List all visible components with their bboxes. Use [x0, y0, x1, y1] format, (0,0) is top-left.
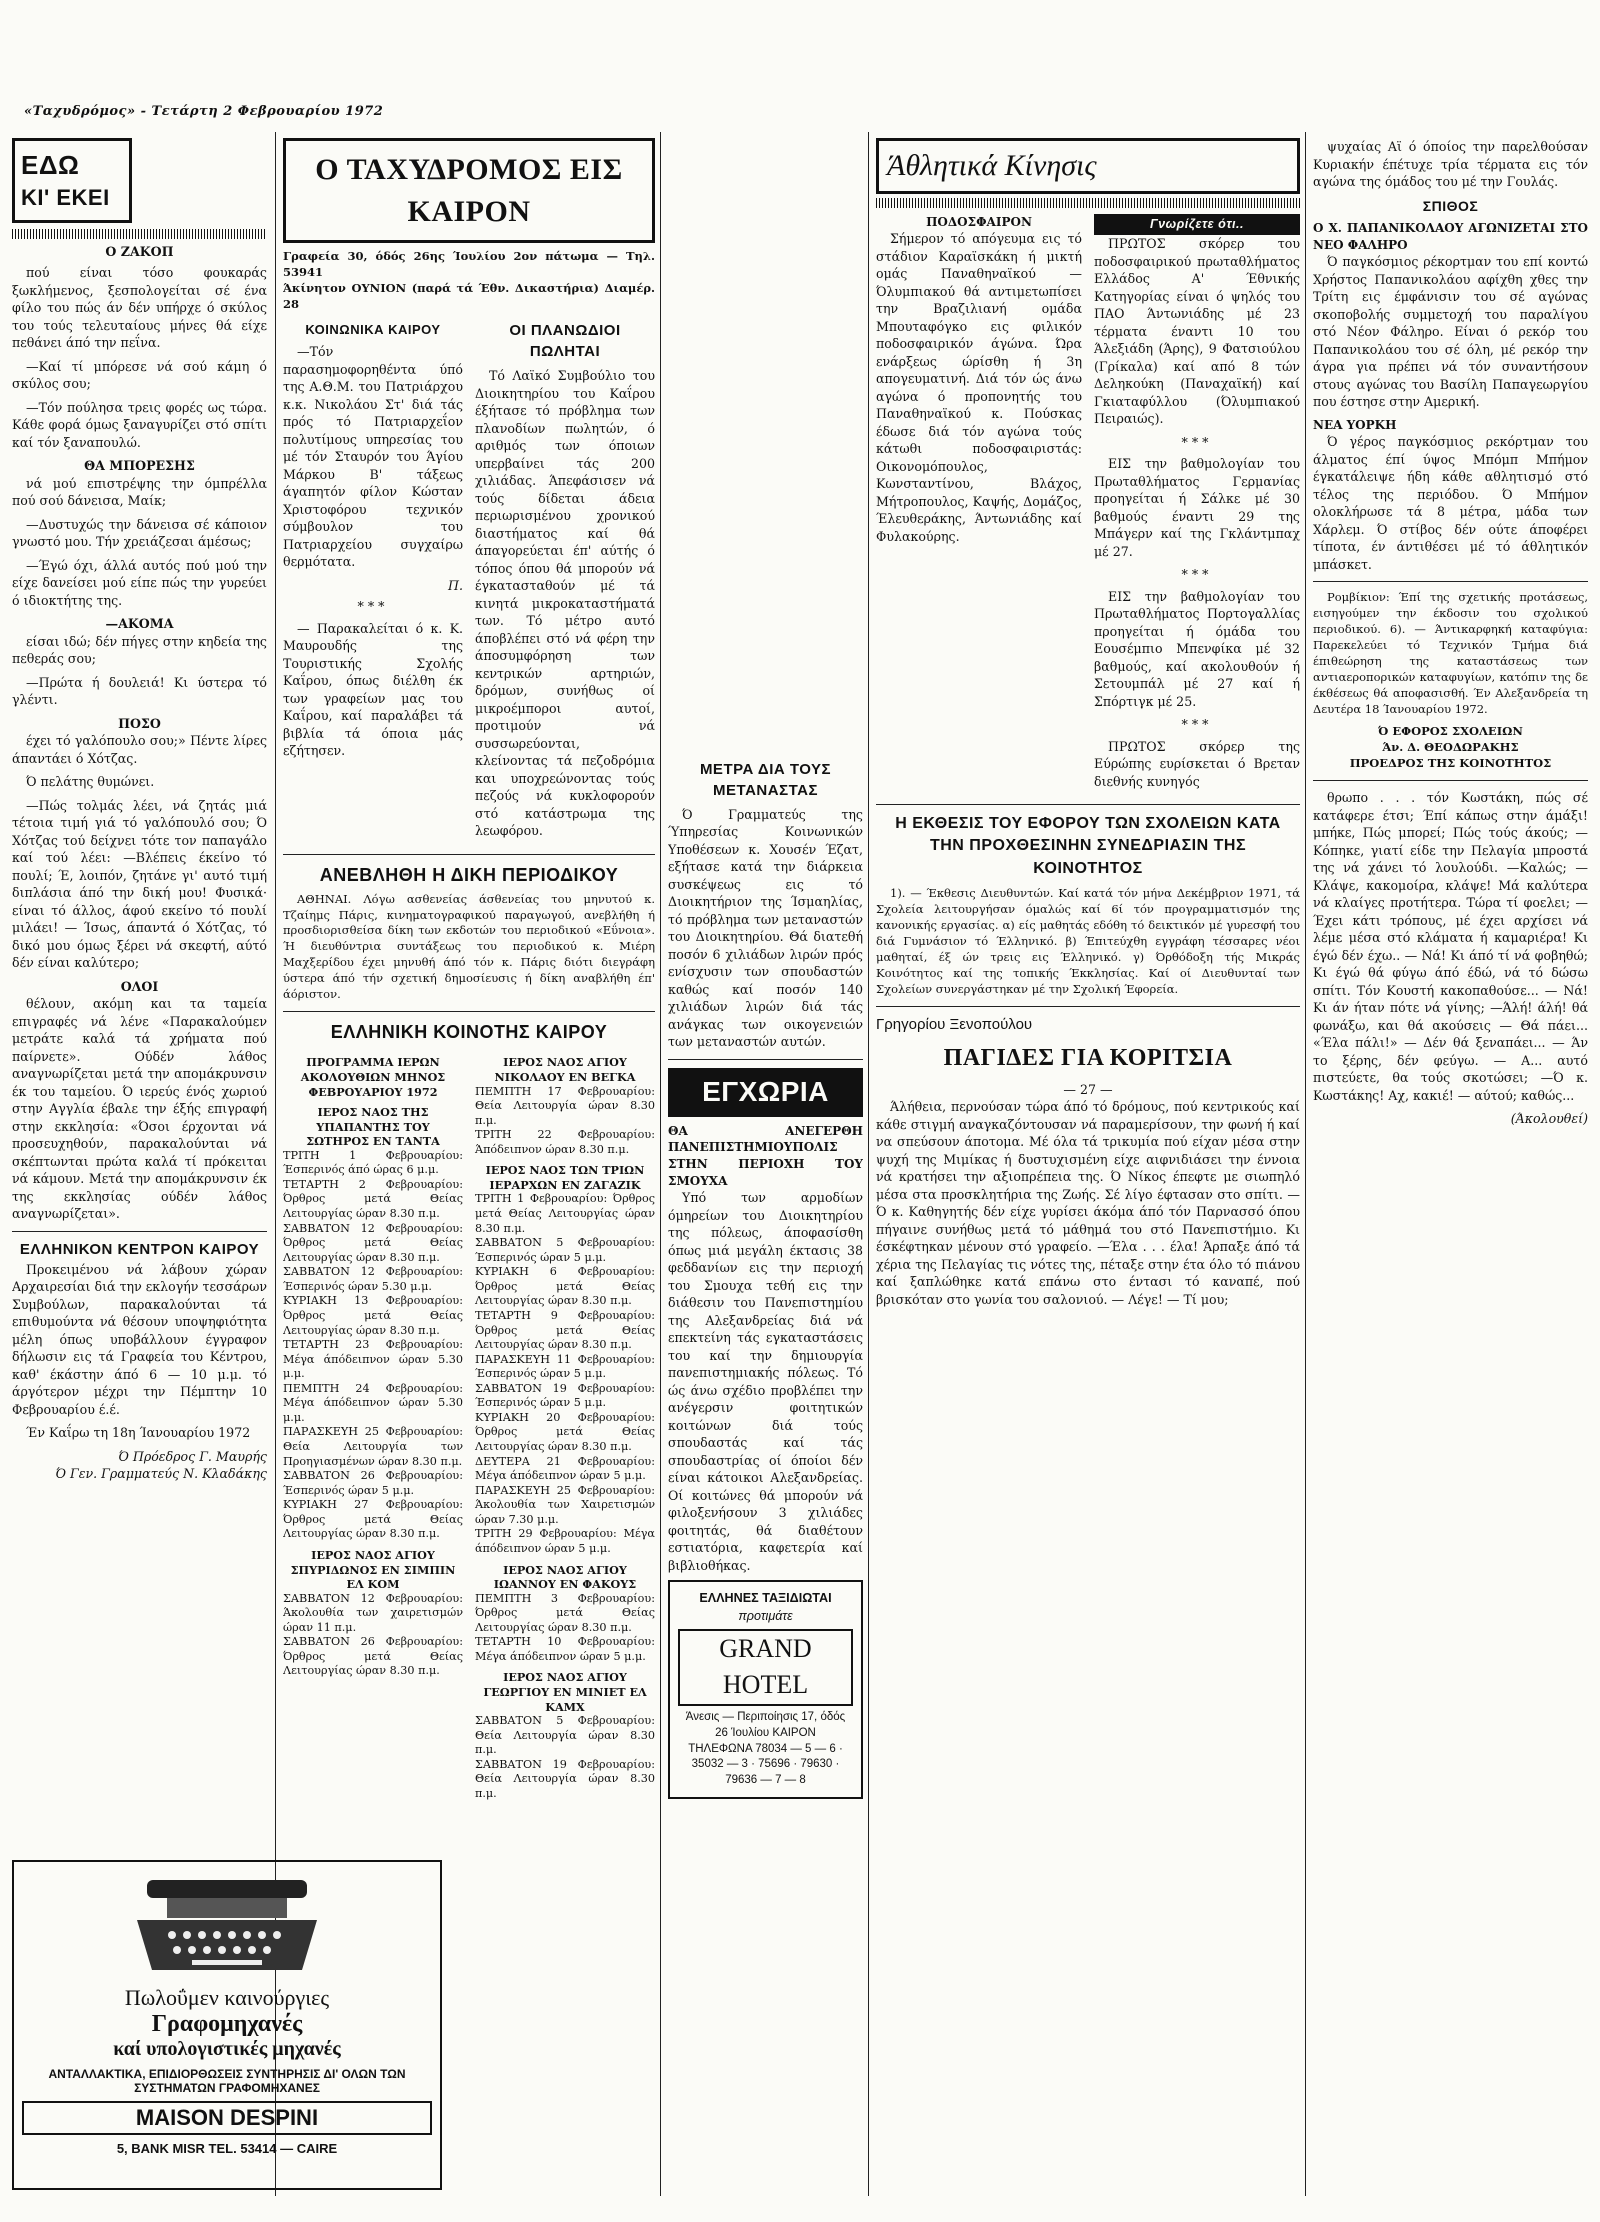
social-text: —Τόν παρασημοφορηθέντα ύπό της Α.Θ.Μ. του Πατριάρχου κ.κ. Νικολάου Στ' διά τάς πρός τό Πατριαρχεΐον πολυτίμους υπηρεσίας του μέ τόν Σταυρόν του Άγίου Μάρκου Β' τάξεως άγαπητόν φίλον Κώσταν Χριστοφόρου τεχνικόν σύμβουλον του Πατριαρχείου συγχαίρω θερμότατα.	[283, 344, 463, 570]
migrants-title: ΜΕΤΡΑ ΔΙΑ ΤΟΥΣ ΜΕΤΑΝΑΣΤΑΣ	[699, 761, 832, 799]
item-title: ΝΕΑ ΥΟΡΚΗ	[1313, 417, 1397, 432]
club-date: Έν Καΐρω τη 18η Ίανουαρίου 1972	[26, 1425, 251, 1441]
decorative-stripe	[12, 229, 267, 239]
migrants-text: Ό Γραμματεύς της Ύπηρεσίας Κοινωνικών Υποθέσεων κ. Χουσέν Έζατ, εξήτασε κατά την διάρκεια συσκέψεως εις τό Διοικητήριον της Ίσμαηλίας, τό πρόβλημα των μεταναστών του Διοικητηρίου. Θά διατεθή ποσόν 6 χιλιάδων λιρών πρός ενίσχυσιν των σπουδαστών καθώς καί ποσόν 140 χιλιάδων λιρών διά τάς ανάγκας των οικογενειών των μεταναστών αυτών.	[668, 806, 863, 1050]
column-rule	[1305, 132, 1306, 2196]
divider	[283, 1011, 655, 1012]
column-4	[876, 138, 1300, 2194]
paragraph: θέλουν, ακόμη και τα ταμεία επιγραφές νά λένε «Παρακαλούμεν μετράτε καλά τά χρήματα πού παίρνετε». Ούδέν λάθος αναγνωρίζεται μετά την απομάκρυνσιν έκ του ταμείου. Ό ιερεύς ένός χωριού στην Αγγλία έβαλε την έξής επιγραφή στην εκκλησία: «Όσοι έρχονται νά προσευχηθούν, παρακαλούνται νά σκέπτωνται πρώτα καλά τί πρόκειται νά κάμουν. Μετά την απομάκρυνσιν έκ της εκκλησίας ούδέν λάθος αναγνωρίζεται».	[12, 996, 267, 1222]
edo-ki-ekei-box	[12, 138, 132, 223]
column-2	[283, 138, 655, 1852]
club-text: Προκειμένου νά λάβουν χώραν Αρχαιρεσίαι διά την εκλογήν τεσσάρων Συμβούλων, παρακαλούνται τά επιθυμούντα νά θέσουν υποψηφιότητα μέλη όπως υποβάλλουν έγγραφον δήλωσιν εις τά Γραφεία του Κέντρου, καθ' έκάστην άπό 6 — 10 μ.μ. τό άργότερον μέχρι την Πέμπτην 10 Φεβρουαρίου έ.έ.	[12, 1261, 267, 1417]
divider	[876, 1006, 1300, 1007]
divider	[1313, 780, 1588, 781]
divider	[12, 1231, 267, 1232]
ad-line: Γραφομηχανές	[151, 2011, 303, 2037]
paragraph: ψυχαίας Αϊ ό όποίος την παρελθούσαν Κυριακήν έπέτυχε τρία τέρματα εις τόν αγώνα της όμάδος του μέ την Γουλάς.	[1313, 139, 1588, 189]
social-text: — Παρακαλείται ό κ. Κ. Μαυρουδής της Τουριστικής Σχολής Καΐρου, όπως διέλθη έκ των γραφείων μας του Καΐρου, καί παραλάβει τά βιβλία τά όποια μάς εζήτησεν.	[283, 620, 463, 759]
schedule-entry: ΚΥΡΙΑΚΗ 27 Φεβρουαρίου: Όρθρος μετά Θείας Λειτουργίας ώραν 8.30 π.μ.	[283, 1498, 463, 1541]
address-line: Άκίνητον ΟΥΝΙΟΝ (παρά τά Έθν. Δικαστήρια) Διαμέρ. 28	[283, 281, 655, 312]
continued-label: (Άκολουθεί)	[1510, 1111, 1588, 1127]
separator: ***	[1181, 434, 1213, 450]
report-title: Η ΕΚΘΕΣΙΣ ΤΟΥ ΕΦΟΡΟΥ ΤΩΝ ΣΧΟΛΕΙΩΝ ΚΑΤΑ ΤΗΝ ΠΡΟΧΘΕΣΙΝΗΝ ΣΥΝΕΔΡΙΑΣΙΝ ΤΗΣ ΚΟΙΝΟΤΗΤΟΣ	[895, 815, 1281, 877]
divider	[668, 1059, 863, 1060]
schedule-entry: ΠΕΜΠΤΗ 24 Φεβρουαρίου: Μέγα άπόδειπνον ώραν 5.30 μ.μ.	[283, 1381, 463, 1424]
community-title: ΕΛΛΗΝΙΚΗ ΚΟΙΝΟΤΗΣ ΚΑΙΡΟΥ	[330, 1022, 608, 1043]
schedule-entry: ΣΑΒΒΑΤΟΝ 12 Φεβρουαρίου: Έσπερινός ώραν 5.30 μ.μ.	[283, 1265, 463, 1293]
paragraph: έχει τό γαλόπουλο σου;» Πέντε λίρες άπαντάει ό Χότζας.	[12, 733, 267, 766]
item-title: Ο Χ. ΠΑΠΑΝΙΚΟΛΑΟΥ ΑΓΩΝΙΖΕΤΑΙ ΣΤΟ ΝΕΟ ΦΑΛΗΡΟ	[1313, 220, 1588, 252]
paragraph: Ό πελάτης θυμώνει.	[26, 774, 155, 790]
church-schedule	[283, 1592, 463, 1679]
byline: Ο ΖΑΚΟΠ	[105, 243, 174, 259]
know-item: ΕΙΣ την βαθμολογίαν του Πρωταθλήματος Πορτογαλλίας προηγείται ή όμάδα του Εουσέμπιο Μπενφίκα μέ 32 βαθμούς, καί ακολουθούν ή Σετουμπάλ μέ 27 καί ή Σπόρτιγκ μέ 25.	[1094, 588, 1300, 709]
ad-line: ΑΝΤΑΛΛΑΚΤΙΚΑ, ΕΠΙΔΙΟΡΘΩΣΕΙΣ ΣΥΝΤΗΡΗΣΙΣ ΔΙ' ΟΛΩΝ ΤΩΝ ΣΥΣΤΗΜΑΤΩΝ ΓΡΑΦΟΜΗΧΑΝΕΣ	[48, 2067, 406, 2095]
know-item: ΕΙΣ την βαθμολογίαν του Πρωταθλήματος Γερμανίας προηγείται ή Σάλκε μέ 30 βαθμούς έναντι 29 της Μπάγερν καί της Γκλάντμπαχ μέ 27.	[1094, 456, 1300, 559]
hotel-ad	[668, 1580, 863, 1799]
sports-header: Άθλητικά Κίνησις	[876, 138, 1300, 194]
paragraph: πού είναι τόσο φουκαράς ξωκλήμενος, ξεσπολογείται σέ ένα φίλο του πώς άν δέν υπήρχε ό σκύλος του τούς τελευταίους μήνες θά είχε πεθάνει άπό την πεΐνα.	[12, 265, 267, 351]
schedule-entry: ΣΑΒΒΑΤΟΝ 12 Φεβρουαρίου: Όρθρος μετά Θείας Λειτουργίας ώραν 8.30 π.μ.	[283, 1221, 463, 1264]
ad-line: καί υπολογιστικές μηχανές	[113, 2038, 341, 2060]
schedule-entry: ΠΕΜΠΤΗ 17 Φεβρουαρίου: Θεία Λειτουργία ώραν 8.30 π.μ.	[475, 1084, 655, 1127]
report-continuation: Ρομβίκιον: Έπί της σχετικής προτάσεως, εισηγούμεν την έκδοσιν του σχολικού περιοδικού. 6). — Άντικαρφηκή καταφύγια: Παρεκελεύει τό Τεχνικόν Τμήμα διά έπιθεώρηση της καταστάσεως των αντιαεροπορικών καταφυγίων, κατόπιν της δε έκθέσεως θά αποφασισθή. Έν Αλεξανδρεία τη Δευτέρα 18 Ίανουαρίου 1972.	[1313, 590, 1588, 717]
schedule-entry: ΔΕΥΤΕΡΑ 21 Φεβρουαρίου: Μέγα άπόδειπνον ώραν 5 μ.μ.	[475, 1454, 655, 1483]
item-text: Ό παγκόσμιος ρέκορτμαν του επί κοντώ Χρήστος Παπανικολάου αφίχθη χθες την Τρίτη εις έμφάνισιν του σέ αγώνας σκοποβολής συμμετοχή του παραλίγου στό Νέον Φάληρο. Είναι ό ρεκόρ του Παπανικολάου του σέ όλη, μέ ρεκόρ την άγρα για πρέπει νά τόν συναντήσουν στους αγώνας του Βασίλη Παπαγεωργίου που έστησε στην Αμερική.	[1313, 254, 1588, 410]
address-line: Γραφεία 30, όδός 26ης Ίουλίου 2ον πάτωμα — Τηλ. 53941	[283, 249, 655, 280]
column-rule	[660, 132, 661, 2196]
novel-text: Άλήθεια, περνούσαν τώρα άπό τό δρόμους, πού κεντρικούς καί κάθε στιγμή αναγκαζόντουσαν νά παραμερίσουν, την φωνή ή καί να σπεύσουν άποτομα. Μέ όλα τά τρικυμία πού είχαν μέσα στην ψυχή της Μιμίκας ή δυστυχισμένη είχε αιφνιδιάσει την έννοια νά κρατήσει την αξιοπρέπεια της. Ό Νίκος έπεφτε με σιωπηλό μέσα στα προσκλητήρια της Ζωής. Σέ λίγο έφτασαν στο σπίτι. — Ό κ. Καθηγητής δέν είχε γυρίσει άκόμα άπό τόν Παρνασσό όπου πήγαινε συνήθως μετά τό μάθημά του στό Πανεπιστήμιο. Κι έσκέφτηκαν μένουν στό γραφείο. —Έλα . . . έλα! Άρπαξε άπό τά χέρια της Πελαγίας τις νότες της, πέταξε στην έτα όλο τό πιάνου καί ξαπλώθηκε κατά επάνω στο έντασι τό καναπέ, πού βρισκόταν στο γωνία του σαλονιού. — Λέγε! — Τί μου;	[876, 1099, 1300, 1307]
church-title: ΙΕΡΟΣ ΝΑΟΣ ΑΓΙΟΥ ΣΠΥΡΙΔΩΝΟΣ ΕΝ ΣΙΜΠΙΝ ΕΛ ΚΟΜ	[290, 1547, 456, 1592]
schedule-entry: ΤΡΙΤΗ 22 Φεβρουαρίου: Άπόδειπνον ώραν 8.30 π.μ.	[475, 1128, 655, 1156]
sports-section-title: ΣΠΙΘΟΣ	[1422, 197, 1479, 214]
schedule-entry: ΣΑΒΒΑΤΟΝ 12 Φεβρουαρίου: Άκολουθία των χαιρετισμών ώραν 11 π.μ.	[283, 1591, 463, 1634]
paragraph: —Πώς τολμάς λέει, νά ζητάς μιά τέτοια τιμή γιά τό γαλόπουλό σου; Ό Χότζας τού δείχνει τότε τον παπαγάλο καί τού λέει: —Βλέπεις έκείνο τό πουλί; Έ, λοιπόν, ζητάνε γι' αυτό τιμή διπλάσια άπό την δική μου! Φυσικά· είναι τό άλλος, άφού εκείνο τό πουλί μιλάει! — Ίσως, άπαντά ό Χότζας, τό δικό μου όμως ξέρει νά σκεφτή, αύτό δέν είναι καλύτερο;	[12, 797, 267, 971]
paragraph: —Καί τί μπόρεσε νά σού κάμη ό σκύλος σου;	[12, 358, 267, 392]
peddlers-text: Τό Λαϊκό Συμβούλιο του Διοικητηρίου του Καΐρου έξήτασε τό πρόβλημα των πλανοδίων πωλητών, ό αριθμός των όποιων υπερβαίνει τάς 200 χιλιάδας. Άπεφάσισεν νά τούς δίδεται άδεια περιωρισμένου χρονικού διαστήματος καί θά άπαγορεύεται έπ' αύτής ό τόπος όπου θά μπορούν νά έγκατασταθούν μέ τά κινητά μικροκαταστήματά των. Τό μέτρο αυτό άποβλέπει στό νά φέρη την άποσυμφόρηση των κεντρικών αρτηριών, δρόμων, συνήθως οί μικροέμποροι αυτοί, προτιμούν νά συσσωρεύονται, κλείνοντας τά πεζοδρόμια και υποχρεώνοντας τούς πεζούς νά κυκλοφορούν στό κατάστρωμα της λεωφόρου.	[475, 368, 655, 838]
separator: ***	[1181, 567, 1213, 583]
football-title: ΠΟΔΟΣΦΑΙΡΟΝ	[926, 214, 1032, 229]
schedule-entry: ΚΥΡΙΑΚΗ 20 Φεβρουαρίου: Όρθρος μετά Θείας Λειτουργίας ώραν 8.30 π.μ.	[475, 1410, 655, 1454]
schedule-entry: ΣΑΒΒΑΤΟΝ 26 Φεβρουαρίου: Έσπερινός ώραν 5 μ.μ.	[283, 1469, 463, 1497]
report-signature: ΠΡΟΕΔΡΟΣ ΤΗΣ ΚΟΙΝΟΤΗΤΟΣ	[1349, 756, 1552, 771]
column-rule	[868, 132, 869, 2196]
novel-title: ΠΑΓΙΔΕΣ ΓΙΑ ΚΟΡΙΤΣΙΑ	[943, 1044, 1233, 1071]
schedule-entry: ΤΕΤΑΡΤΗ 9 Φεβρουαρίου: Όρθρος μετά Θείας Λειτουργίας ώραν 8.30 π.μ.	[475, 1308, 655, 1352]
church-title: ΙΕΡΟΣ ΝΑΟΣ ΑΓΙΟΥ ΙΩΑΝΝΟΥ ΕΝ ΦΑΚΟΥΣ	[493, 1562, 637, 1592]
byline: —ΑΚΟΜΑ	[105, 616, 174, 632]
report-signature: Ό ΕΦΟΡΟΣ ΣΧΟΛΕΙΩΝ	[1378, 724, 1523, 739]
hotel-ad-line: ΕΛΛΗΝΕΣ ΤΑΞΙΔΙΩΤΑΙ	[699, 1591, 832, 1606]
know-item: ΠΡΩΤΟΣ σκόρερ της Εύρώπης ευρίσκεται ό Βρεταν διεθνής κυνηγός	[1094, 738, 1300, 789]
masthead: «Ταχυδρόμος» - Τετάρτη 2 Φεβρουαρίου 1972	[24, 104, 384, 119]
know-item: ΠΡΩΤΟΣ σκόρερ του ποδοσφαιρικού πρωταθλήματος Ελλάδος Α' Έθνικής Κατηγορίας είναι ό ψηλός του ΠΑΟ Άντωνιάδης μέ 23 τέρματα έναντι 10 του Άλεξιάδη (Άρης), 9 Φατσιούλου (Γρίκαλα) καί από 8 τών Δεληκούκη (Παναχαϊκή) καί Γκιαταφύλλου (Όλυμπιακού Πειραιώς).	[1094, 236, 1300, 427]
paragraph: —Πρώτα ή δουλειά! Κι ύστερα τό γλέντι.	[12, 674, 267, 708]
schedule-entry: ΠΑΡΑΣΚΕΥΗ 11 Φεβρουαρίου: Έσπερινός ώραν 5 μ.μ.	[475, 1352, 655, 1381]
schedule-entry: ΤΡΙΤΗ 29 Φεβρουαρίου: Μέγα άπόδειπνον ώραν 5 μ.μ.	[475, 1527, 655, 1555]
novel-text: θρωπο . . . τόν Κωστάκη, πώς σέ κατάφερε έτσι; Έπί κάπως στην άμάξι! μπήκε, Πώς μπορεί; Πώς τούς άκούς; —Κόπηκε, γιατί είδε την Πελαγία μπροστά της νά χάνει τό λουλούδι. —Καλώς; — Κλάψε, κακομοίρα, κλάψε! Μά καλύτερα νά κλαίγες προτήτερα. Τώρα τί φοελει; —Έχει κάτι τρόπους, μέ έχει αρχίσει νά λέμε μέσα στό κλάματα ή καμαριέρα! Κι έγώ δέν έχω.. — Νά! Κι άπό τί νά φοβηθώ; Κι έγώ θά φύγω άπό έδώ, νά τό δώσω σπίτι. Τόν Κουστή κακοπαθούσε... — Νά! Κι άν ήταν πότε νά γίνης; —Άλή! άλή! θά φωνάξω, και θά ακούσεις — Θά πάει... «Έλα πάλι!» — Δέν θά ξεναπάει... — Άν το ξέρης, δέν φεύγω. — Α... αυτό πιστεύετε, θα τούς σκοτώσει; —Ό κ. Κωστάκης! Αχ, κακιέ! — αύτού; καθώς...	[1313, 790, 1588, 1103]
novel-chapter: — 27 —	[1063, 1081, 1113, 1097]
item-text: Ό γέρος παγκόσμιος ρεκόρτμαν του άλματος έπί ύψος Μπόμπ Μπήμον έγκατάλειψε ήδη κάθε αθλητισμό στό τέλος της περιόδου. Ό Μπήμον ολοκλήρωσε τά 8 μέτρα, μάδα των Χάρλεμ. Ό στίβος δέν ούτε άποφέρει τίποτα, έν άντιθέσει μέ τό άθλητικόν μπάσκετ.	[1313, 434, 1588, 572]
paragraph: —Τόν πούλησα τρεις φορές ως τώρα. Κάθε φορά όμως ξαναγυρίζει στό σπίτι καί τόν ξαναπουλώ.	[12, 399, 267, 450]
program-title: ΠΡΟΓΡΑΜΜΑ ΙΕΡΩΝ ΑΚΟΛΟΥΘΙΩΝ ΜΗΝΟΣ ΦΕΒΡΟΥΑΡΙΟΥ 1972	[300, 1055, 446, 1099]
schedule-entry: ΚΥΡΙΑΚΗ 13 Φεβρουαρίου: Όρθρος μετά Θείας Λειτουργίας ώραν 8.30 π.μ.	[283, 1294, 463, 1337]
newspaper-banner: Ο ΤΑΧΥΔΡΟΜΟΣ ΕΙΣ ΚΑΙΡΟΝ	[283, 138, 655, 243]
byline: ΘΑ ΜΠΟΡΕΣΗΣ	[84, 458, 195, 474]
hotel-name: GRAND HOTEL	[678, 1629, 853, 1705]
ki-ekei-title: ΚΙ' ΕΚΕΙ	[21, 185, 110, 211]
divider	[1313, 581, 1588, 582]
paragraph: —Δυστυχώς την δάνεισα σέ κάποιον γνωστό μου. Τήν χρειάζεσαι άμέσως;	[12, 516, 267, 550]
journal-title: ΑΝΕΒΛΗΘΗ Η ΔΙΚΗ ΠΕΡΙΟΔΙΚΟΥ	[319, 864, 619, 885]
schedule-entry: ΤΕΤΑΡΤΗ 23 Φεβρουαρίου: Μέγα άπόδειπνον ώραν 5.30 μ.μ.	[283, 1338, 463, 1381]
paragraph: είσαι ιδώ; δέν πήγες στην κηδεία της πεθεράς σου;	[12, 633, 267, 667]
typewriter-icon	[127, 1870, 327, 1980]
hotel-phones: ΤΗΛΕΦΩΝΑ 78034 — 5 — 6 · 35032 — 3 · 75696 · 79630 · 79636 — 7 — 8	[688, 1742, 843, 1787]
schedule-entry: ΠΕΜΠΤΗ 3 Φεβρουαρίου: Όρθρος μετά Θείας Λειτουργίας ώραν 8.30 π.μ.	[475, 1591, 655, 1634]
social-title: ΚΟΙΝΩΝΙΚΑ ΚΑΙΡΟΥ	[305, 322, 441, 338]
ad-address: 5, BANK MISR TEL. 53414 — CAIRE	[116, 2141, 338, 2156]
ad-line: Πωλοΰμεν καινούργιες	[124, 1985, 330, 2010]
ad-brand: MAISON DESPINI	[22, 2101, 432, 2135]
know-header: Γνωρίζετε ότι..	[1094, 214, 1300, 236]
schedule-entry: ΣΑΒΒΑΤΟΝ 26 Φεβρουαρίου: Όρθρος μετά Θείας Λειτουργίας ώραν 8.30 π.μ.	[283, 1635, 463, 1678]
schedule-entry: ΣΑΒΒΑΤΟΝ 5 Φεβρουαρίου: Έσπερινός ώραν 5 μ.μ.	[475, 1236, 655, 1264]
report-text: 1). — Έκθεσις Διευθυντών. Καί κατά τόν μήνα Δεκέμβριον 1971, τά Σχολεία λειτουργήσαν όμαλώς καί 6ί τόν προγραμματισμόν της κανονικής εργασίας. α) είς μαθητάς εδόθη τό δεικτικόν μέ γυρεσφή του διά Γυμνάσιον τό Έλληνικό. β) Έπιτεύχθη εγγράφη τέσσαρες νέοι μαθηταί, έξ ών τρεις εις Έλληνικό. γ) Όρθόδοξη τής Μικράς Κοινότητος καί της τοπικής Έκκλησίας. Καί οί Διευθυνταί των Σχολείων συνεργάστηκαν μέ την Σχολική Έφορεία.	[876, 885, 1300, 996]
column-5	[1313, 138, 1588, 2194]
church-schedule	[475, 1592, 655, 1665]
decorative-stripe	[876, 198, 1300, 208]
divider	[876, 804, 1300, 805]
journal-text: ΑΘΗΝΑΙ. Λόγω ασθενείας άσθενείας του μηνυτού κ. Τζαίημς Πάρις, κινηματογραφικού παραγωγού, ανεβλήθη ή προσδιορισθείσα δίκη των εκδοτών του περιοδικού «Εΰνοια». Ή διευθύντρια συντάξεως του περιοδικού κ. Μιέρη Μαχξερίδου έχει μηνυθή άπό τόν κ. Πάρις διότι διεγράφη ύστερα άπό τήν σχετική δημοσίευσις ή δίκη αναβλήθη έπ' άόριστον.	[283, 891, 655, 1002]
hotel-address: Άνεσις — Περιποίησις 17, όδός 26 Ίουλίου ΚΑΙΡΟΝ	[685, 1710, 846, 1739]
univ-title: ΘΑ ΑΝΕΓΕΡΘΗ ΠΑΝΕΠΙΣΤΗΜΙΟΥΠΟΛΙΣ ΣΤΗΝ ΠΕΡΙΟΧΗ ΤΟΥ ΣΜΟΥΧΑ	[668, 1123, 863, 1188]
church-title: ΙΕΡΟΣ ΝΑΟΣ ΑΓΙΟΥ ΓΕΩΡΓΙΟΥ ΕΝ ΜΙΝΙΕΤ ΕΛ ΚΑΜΧ	[483, 1670, 647, 1714]
schedule-entry: ΣΑΒΒΑΤΟΝ 19 Φεβρουαρίου: Θεία Λειτουργία ώραν 8.30 π.μ.	[475, 1757, 655, 1800]
schedule-entry: ΠΑΡΑΣΚΕΥΗ 25 Φεβρουαρίου: Θεία Λειτουργία των Προηγιασμένων ώραν 8.30 π.μ.	[283, 1425, 463, 1468]
club-president: Ό Πρόεδρος Γ. Μαυρής	[118, 1448, 267, 1464]
schedule-entry: ΠΑΡΑΣΚΕΥΗ 25 Φεβρουαρίου: Άκολουθία των Χαιρετισμών ώραν 7.30 μ.μ.	[475, 1483, 655, 1526]
social-signature: Π.	[448, 577, 463, 593]
separator: ***	[357, 599, 389, 615]
divider	[283, 854, 655, 855]
church-title: ΙΕΡΟΣ ΝΑΟΣ ΤΩΝ ΤΡΙΩΝ ΙΕΡΑΡΧΩΝ ΕΝ ΖΑΓΑΖΙΚ	[485, 1163, 645, 1192]
novel-author: Γρηγορίου Ξενοπούλου	[876, 1015, 1033, 1033]
peddlers-title: ΟΙ ΠΛΑΝΩΔΙΟΙ ΠΩΛΗΤΑΙ	[509, 322, 621, 361]
paragraph: νά μού επιστρέψης την όμπρέλλα πού σού δάνεισα, Μαίκ;	[12, 475, 267, 509]
club-secretary: Ό Γεν. Γραμματεύς Ν. Κλαδάκης	[55, 1466, 267, 1482]
schedule-entry: ΤΡΙΤΗ 1 Φεβρουαρίου: Έσπερινός άπό ώρας 6 μ.μ.	[283, 1148, 463, 1177]
schedule-entry: ΤΕΤΑΡΤΗ 10 Φεβρουαρίου: Μέγα άπόδειπνον ώραν 5 μ.μ.	[475, 1635, 655, 1663]
schedule-entry: ΣΑΒΒΑΤΟΝ 5 Φεβρουαρίου: Θεία Λειτουργία ώραν 8.30 π.μ.	[475, 1714, 655, 1757]
church-schedule	[283, 1149, 463, 1542]
schedule-entry: ΚΥΡΙΑΚΗ 6 Φεβρουαρίου: Όρθρος μετά Θείας Λειτουργίας ώραν 8.30 π.μ.	[475, 1265, 655, 1308]
hotel-ad-line: προτιμάτε	[738, 1608, 793, 1623]
church-schedule	[475, 1192, 655, 1556]
football-text: Σήμερον τό απόγευμα εις τό στάδιον Καραϊσκάκη ή μικτή ομάς Παναθηναϊκού — Όλυμπιακού θά αντιμετωπίσει την Βραζιλιανή ομάδα Μπουταφόγκο εις φιλικόν ποδοσφαιρικόν άγώνα. Ώρα ενάρξεως ώρίσθη ή 3η απογευματινή. Διά τόν ώς άνω αγώνα ό προπονητής του Παναθηναϊκού κ. Πούσκας έδωσε διά τόν αγώνα τούς κάτωθι ποδοσφαιριστάς: Οικονομόπουλος, Κωνσταντίνου, Βλάχος, Μήτροπουλος, Καψής, Δομάζος, Έλευθεράκης, Άντωνιάδης καί Φυλακούρης.	[876, 231, 1082, 544]
church-schedule	[475, 1714, 655, 1801]
separator: ***	[1181, 717, 1213, 733]
know-list	[1094, 235, 1300, 790]
typewriter-ad	[12, 1860, 442, 2190]
byline: ΟΛΟΙ	[120, 978, 159, 994]
column-3	[668, 760, 863, 2194]
church-title: ΙΕΡΟΣ ΝΑΟΣ ΑΓΙΟΥ ΝΙΚΟΛΑΟΥ ΕΝ ΒΕΓΚΑ	[494, 1055, 636, 1084]
univ-text: Υπό των αρμοδίων όμηρείων του Διοικητηρίου της πόλεως, άποφασίσθη όπως μιά μεγάλη έκτασις 38 φεδδανίων εις την περιοχή του Σμουχα τεθή εις την διάθεσιν του Πανεπιστημίου της Αλεξανδρείας διά νά επεκτείνη τάς εγκαταστάσεις του καί την δημιουργία πανεπιστημιακής πόλεως. Τό ώς άνω σχέδιο προβλέπει την ανέγερσιν φοιτητικών κοιτώνων διά τούς σπουδαστάς καί τάς σπουδαστρίας οί όποίοι δέν είναι κάτοικοι Αλεξανδρείας. Οί κοιτώνες θά μπορούν νά φιλοξενήσουν 3 χιλιάδες φοιτητάς, θά διαθέτουν εστιατόρια, καφετερία καί βιβλιοθήκας.	[668, 1190, 863, 1573]
schedule-entry: ΤΡΙΤΗ 1 Φεβρουαρίου: Όρθρος μετά Θείας Λειτουργίας ώραν 8.30 π.μ.	[475, 1192, 655, 1235]
schedule-entry: ΤΕΤΑΡΤΗ 2 Φεβρουαρίου: Όρθρος μετά Θείας Λειτουργίας ώραν 8.30 π.μ.	[283, 1177, 463, 1221]
church-schedule	[475, 1085, 655, 1158]
local-news-header: ΕΓΧΩΡΙΑ	[668, 1068, 863, 1117]
byline: ΠΟΣΟ	[118, 715, 161, 731]
paragraph: —Έγώ όχι, άλλά αυτός πού μού την είχε δανείσει μού είπε πώς την γυρεύει ό ιδιοκτήτης της.	[12, 557, 267, 608]
report-signature: Άν. Δ. ΘΕΟΔΩΡΑΚΗΣ	[1382, 740, 1519, 755]
club-title: ΕΛΛΗΝΙΚΟΝ ΚΕΝΤΡΟΝ ΚΑΙΡΟΥ	[19, 1240, 260, 1258]
schedule-entry: ΣΑΒΒΑΤΟΝ 19 Φεβρουαρίου: Έσπερινός ώραν 5 μ.μ.	[475, 1381, 655, 1410]
church-title: ΙΕΡΟΣ ΝΑΟΣ ΤΗΣ ΥΠΑΠΑΝΤΗΣ ΤΟΥ ΣΩΤΗΡΟΣ ΕΝ ΤΑΝΤΑ	[306, 1105, 440, 1149]
edo-title: ΕΔΩ	[21, 150, 80, 180]
